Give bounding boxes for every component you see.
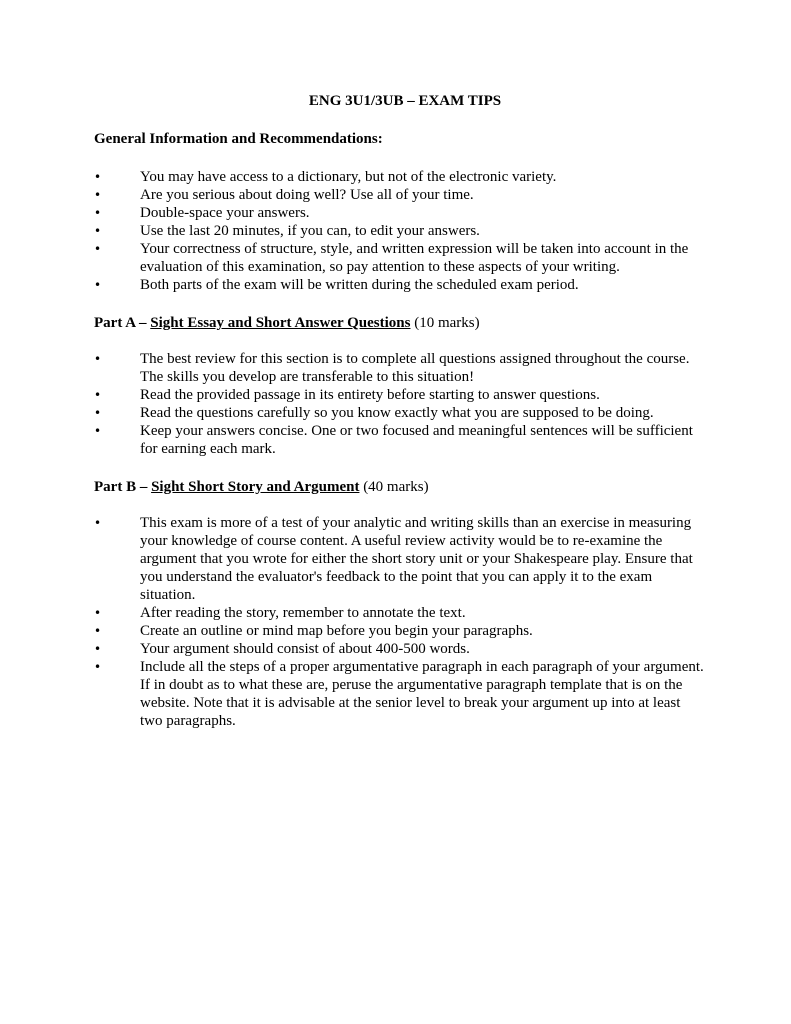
list-item: • Read the provided passage in its entirety before starting to answer questions.: [94, 387, 600, 403]
document-body: [94, 92, 706, 730]
list-item: • After reading the story, remember to annotate the text.: [94, 605, 466, 621]
list-item: • You may have access to a dictionary, but not of the electronic variety.: [94, 169, 557, 185]
general-heading: General Information and Recommendations:: [94, 131, 383, 147]
page-title: ENG 3U1/3UB – EXAM TIPS: [308, 93, 502, 109]
bullet-icon: •: [94, 278, 102, 292]
part-b-heading: Part B – Sight Short Story and Argument (40 marks): [94, 479, 429, 495]
bullet-icon: •: [94, 242, 102, 256]
bullet-icon: •: [94, 424, 102, 438]
list-item: • Double-space your answers.: [94, 205, 310, 221]
part-a-name: Sight Essay and Short Answer Questions: [150, 315, 411, 331]
bullet-icon: •: [94, 388, 102, 402]
general-list: [94, 168, 706, 294]
list-item: • Create an outline or mind map before you begin your paragraphs.: [94, 623, 533, 639]
list-item: • Are you serious about doing well? Use all of your time.: [94, 187, 474, 203]
bullet-icon: •: [94, 624, 102, 638]
list-item: • Use the last 20 minutes, if you can, to edit your answers.: [94, 223, 480, 239]
bullet-icon: •: [94, 642, 102, 656]
part-b-marks: (40 marks): [359, 479, 429, 495]
bullet-icon: •: [94, 606, 102, 620]
part-b-name: Sight Short Story and Argument: [151, 479, 360, 495]
bullet-icon: •: [94, 188, 102, 202]
list-item: • This exam is more of a test of your analytic and writing skills than an exercise in measuring your knowledge of course content. A useful review activity would be to re-examine the argument that you wrote for either the short story unit or your Shakespeare play. Ensure that you understand the evaluator's feedback to the point that you can apply it to the exam situation.: [94, 515, 693, 603]
bullet-icon: •: [94, 660, 102, 674]
list-item: • Read the questions carefully so you know exactly what you are supposed to be doing.: [94, 405, 654, 421]
list-item: • Keep your answers concise. One or two focused and meaningful sentences will be sufficient for earning each mark.: [94, 423, 693, 457]
part-a-marks: (10 marks): [410, 315, 480, 331]
bullet-icon: •: [94, 352, 102, 366]
list-item: • The best review for this section is to complete all questions assigned throughout the course. The skills you develop are transferable to this situation!: [94, 351, 690, 385]
part-a-heading: Part A – Sight Essay and Short Answer Questions (10 marks): [94, 315, 480, 331]
bullet-icon: •: [94, 516, 102, 530]
part-a-list: [94, 350, 706, 458]
bullet-icon: •: [94, 224, 102, 238]
list-item: • Your argument should consist of about 400-500 words.: [94, 641, 470, 657]
list-item: • Include all the steps of a proper argumentative paragraph in each paragraph of your argument. If in doubt as to what these are, peruse the argumentative paragraph template that is on the website. Note that it is advisable at the senior level to break your argument up into at least two paragraphs.: [94, 659, 704, 729]
bullet-icon: •: [94, 170, 102, 184]
list-item: • Both parts of the exam will be written during the scheduled exam period.: [94, 277, 579, 293]
part-b-list: [94, 514, 706, 730]
bullet-icon: •: [94, 406, 102, 420]
bullet-icon: •: [94, 206, 102, 220]
list-item: • Your correctness of structure, style, and written expression will be taken into account in the evaluation of this examination, so pay attention to these aspects of your writing.: [94, 241, 689, 275]
